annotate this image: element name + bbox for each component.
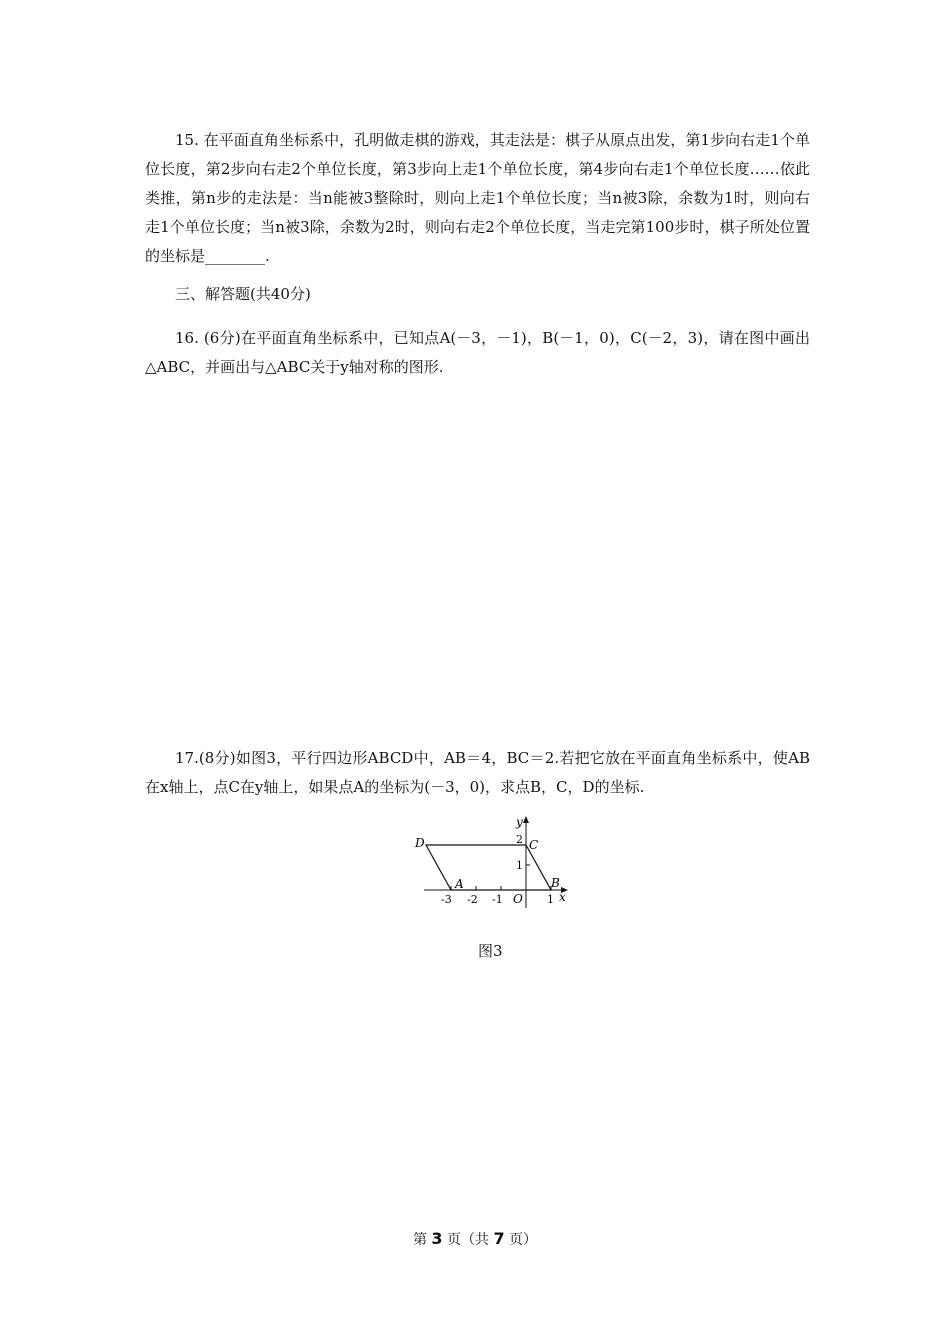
question-15 (145, 126, 810, 271)
x-tick-label-neg2: -2 (467, 893, 478, 906)
x-tick-label-neg3: -3 (441, 893, 452, 906)
question-17-text: 17.(8分)如图3，平行四边形ABCD中，AB＝4，BC＝2.若把它放在平面直角坐标系中，使AB在x轴上，点C在y轴上，如果点A的坐标为(－3，0)，求点B，C，D的坐标. (145, 749, 810, 796)
question-16-text: 16. (6分)在平面直角坐标系中，已知点A(－3，－1)，B(－1，0)，C(－2，3)，请在图中画出△ABC，并画出与△ABC关于y轴对称的图形. (145, 329, 810, 376)
origin-label: O (513, 892, 523, 906)
point-label-d: D (415, 836, 425, 850)
footer-prefix: 第 (412, 1232, 427, 1248)
y-tick-label-1: 1 (516, 859, 523, 872)
x-tick-label-neg1: -1 (492, 893, 503, 906)
y-tick-label-2: 2 (516, 833, 523, 846)
point-label-a: A (455, 877, 464, 891)
question-15-text: 15. 在平面直角坐标系中，孔明做走棋的游戏，其走法是：棋子从原点出发，第1步向右走1个单位长度，第2步向右走2个单位长度，第3步向上走1个单位长度，第4步向右走1个单位长度……依此类推，第n步的走法是：当n能被3整除时，则向上走1个单位长度；当n被3除，余数为1时，则向右走1个单位长度；当n被3除，余数为2时，则向右走2个单位长度，当走完第100步时，棋子所处位置的坐标是________. (145, 131, 810, 265)
page-footer (0, 1229, 950, 1249)
axis-label-y: y (516, 815, 523, 829)
question-16 (145, 324, 810, 382)
x-tick-label-1: 1 (547, 893, 554, 906)
footer-total-pages: 7 (493, 1229, 505, 1248)
axis-label-x: x (559, 890, 566, 904)
y-axis-arrow (523, 816, 529, 823)
point-label-b: B (551, 876, 560, 890)
figure-3-diagram (410, 812, 580, 912)
figure-3-caption: 图3 (478, 942, 503, 960)
footer-middle: 页（共 (447, 1232, 489, 1248)
footer-page-number: 3 (431, 1229, 443, 1248)
section-3-heading: 三、解答题(共40分) (175, 285, 311, 303)
point-label-c: C (529, 838, 539, 852)
footer-suffix: 页） (509, 1232, 538, 1248)
question-17 (145, 744, 810, 802)
